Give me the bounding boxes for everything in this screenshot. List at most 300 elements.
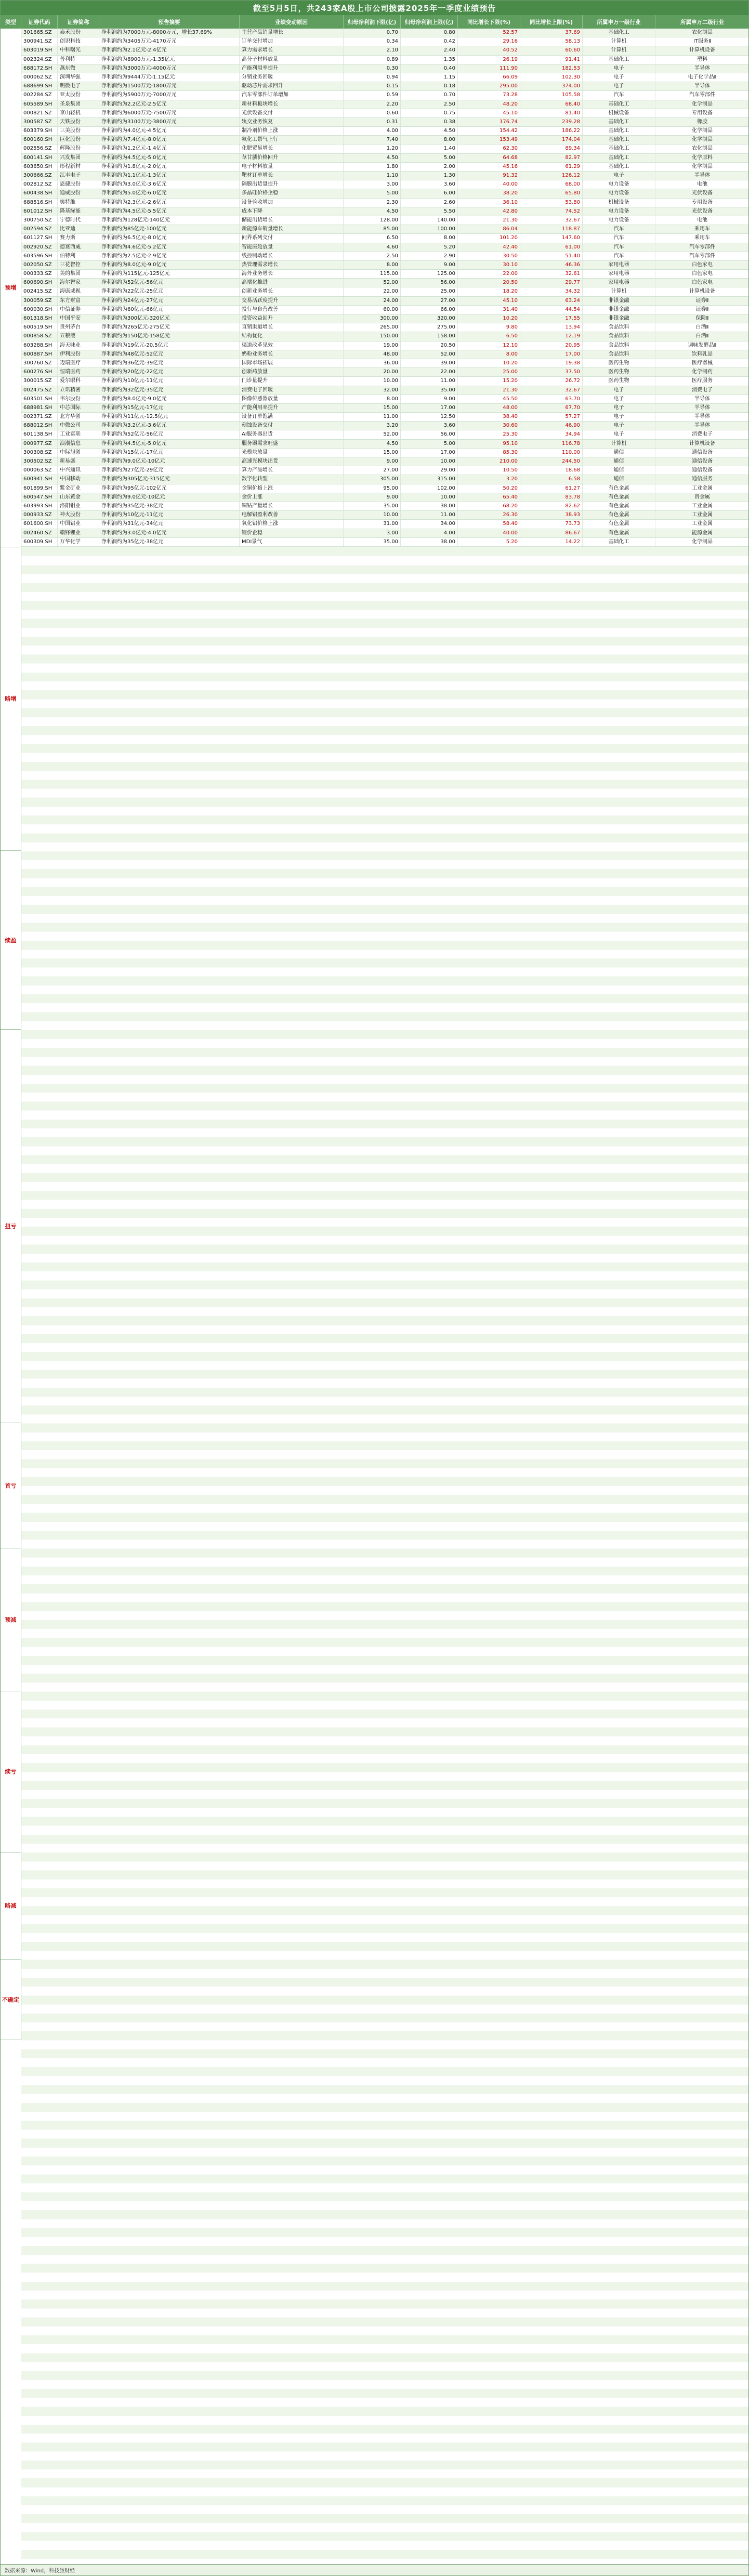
stock-code-cell: 601899.SH [21, 484, 58, 493]
growth-low-cell: 85.30 [458, 449, 520, 457]
stock-name-cell: 三美股份 [58, 127, 99, 135]
stock-name-cell: 五粮液 [58, 332, 99, 340]
stock-code-cell: 600887.SH [21, 350, 58, 359]
stock-name-cell: 迈瑞医疗 [58, 359, 99, 367]
table-row [21, 368, 748, 377]
growth-low-cell: 48.20 [458, 100, 520, 109]
industry-l2-cell: 电子化学品Ⅱ [655, 73, 748, 82]
growth-low-cell: 31.40 [458, 306, 520, 314]
data-rows [21, 29, 748, 547]
stock-code-cell: 688981.SH [21, 404, 58, 412]
growth-high-cell: 18.68 [520, 466, 583, 475]
industry-l2-cell: 光伏设备 [655, 189, 748, 198]
industry-l2-cell: 塑料 [655, 56, 748, 64]
stock-name-cell: 洛阳钼业 [58, 502, 99, 510]
forecast-summary-cell: 净利润约为1.8亿元-2.0亿元 [99, 163, 240, 171]
change-reason-cell: 线控制动增长 [240, 252, 344, 260]
table-row [21, 56, 748, 64]
growth-low-cell: 91.32 [458, 172, 520, 180]
stock-name-cell: 美的集团 [58, 270, 99, 278]
industry-l2-cell: 化学原料 [655, 154, 748, 162]
industry-l1-cell: 计算机 [583, 287, 655, 296]
table-row [21, 502, 748, 511]
change-reason-cell: 高分子材料放量 [240, 56, 344, 64]
profit-low-cell: 2.30 [344, 199, 401, 207]
column-header: 业绩变动原因 [240, 15, 344, 29]
stock-name-cell: 赣锋锂业 [58, 529, 99, 537]
stock-code-cell: 002475.SZ [21, 386, 58, 395]
change-reason-cell: 金铜价格上涨 [240, 484, 344, 493]
stock-name-cell: 宁德时代 [58, 216, 99, 225]
profit-low-cell: 52.00 [344, 279, 401, 287]
forecast-summary-cell: 净利润约为3405万元-4170万元 [99, 37, 240, 46]
growth-low-cell: 153.49 [458, 136, 520, 144]
change-reason-cell: 设备订单饱满 [240, 413, 344, 421]
change-reason-cell: 门诊量提升 [240, 377, 344, 385]
forecast-summary-cell: 净利润约为52亿元-56亿元 [99, 279, 240, 287]
forecast-summary-cell: 净利润约为35亿元-38亿元 [99, 538, 240, 546]
industry-l2-cell: 半导体 [655, 413, 748, 421]
industry-l2-cell: 证券Ⅱ [655, 297, 748, 305]
forecast-summary-cell: 净利润约为3.0亿元-3.6亿元 [99, 180, 240, 189]
forecast-summary-cell: 净利润约为5.0亿元-6.0亿元 [99, 189, 240, 198]
profit-low-cell: 35.00 [344, 538, 401, 546]
stock-code-cell: 600690.SH [21, 279, 58, 287]
growth-high-cell: 73.73 [520, 520, 583, 528]
growth-high-cell: 110.00 [520, 449, 583, 457]
profit-low-cell: 4.50 [344, 440, 401, 448]
change-reason-cell: 多晶硅价格企稳 [240, 189, 344, 198]
table-row [21, 413, 748, 422]
growth-high-cell: 374.00 [520, 82, 583, 90]
growth-high-cell: 244.50 [520, 457, 583, 466]
stock-name-cell: 明微电子 [58, 82, 99, 90]
profit-high-cell: 17.00 [401, 404, 458, 412]
industry-l2-cell: 白酒Ⅱ [655, 332, 748, 340]
type-group-label: 续亏 [1, 1691, 21, 1852]
industry-l2-cell: 工业金属 [655, 502, 748, 510]
table-row [21, 377, 748, 386]
profit-low-cell: 115.00 [344, 270, 401, 278]
growth-high-cell: 13.94 [520, 323, 583, 332]
stock-code-cell: 603379.SH [21, 127, 58, 135]
industry-l1-cell: 电子 [583, 430, 655, 439]
growth-low-cell: 176.74 [458, 118, 520, 126]
forecast-summary-cell: 净利润约为36亿元-39亿元 [99, 359, 240, 367]
industry-l1-cell: 电力设备 [583, 207, 655, 216]
stock-name-cell: 江丰电子 [58, 172, 99, 180]
change-reason-cell: 订单交付增加 [240, 37, 344, 46]
growth-low-cell: 9.80 [458, 323, 520, 332]
industry-l1-cell: 基础化工 [583, 127, 655, 135]
profit-high-cell: 1.35 [401, 56, 458, 64]
profit-low-cell: 4.00 [344, 127, 401, 135]
change-reason-cell: 轨交业务恢复 [240, 118, 344, 126]
industry-l1-cell: 通信 [583, 457, 655, 466]
forecast-summary-cell: 净利润约为11亿元-12.5亿元 [99, 413, 240, 421]
table-row [21, 529, 748, 538]
profit-high-cell: 11.00 [401, 511, 458, 519]
table-row [21, 386, 748, 395]
industry-l1-cell: 基础化工 [583, 29, 655, 37]
industry-l2-cell: 通信设备 [655, 449, 748, 457]
industry-l2-cell: 医疗器械 [655, 359, 748, 367]
forecast-summary-cell: 净利润约为7000万元-8000万元，增长37.69% [99, 29, 240, 37]
type-group-label: 不确定 [1, 1960, 21, 2040]
table-row [21, 279, 748, 287]
growth-high-cell: 91.41 [520, 56, 583, 64]
stock-name-cell: 神火股份 [58, 511, 99, 519]
table-row [21, 440, 748, 449]
growth-high-cell: 57.27 [520, 413, 583, 421]
growth-high-cell: 68.40 [520, 100, 583, 109]
industry-l2-cell: 工业金属 [655, 511, 748, 519]
change-reason-cell: 产能利用率提升 [240, 64, 344, 73]
profit-high-cell: 3.60 [401, 180, 458, 189]
column-header: 证券代码 [21, 15, 58, 29]
growth-low-cell: 3.20 [458, 475, 520, 483]
profit-low-cell: 27.00 [344, 466, 401, 475]
stock-name-cell: 圣泉集团 [58, 100, 99, 109]
industry-l1-cell: 通信 [583, 449, 655, 457]
stock-code-cell: 603019.SH [21, 46, 58, 55]
table-row [21, 359, 748, 368]
profit-low-cell: 35.00 [344, 502, 401, 510]
growth-low-cell: 20.50 [458, 279, 520, 287]
growth-low-cell: 25.30 [458, 430, 520, 439]
growth-high-cell: 182.53 [520, 64, 583, 73]
change-reason-cell: 算力需求增长 [240, 46, 344, 55]
industry-l2-cell: 证券Ⅱ [655, 306, 748, 314]
profit-high-cell: 2.50 [401, 100, 458, 109]
change-reason-cell: 产能利用率提升 [240, 404, 344, 412]
stock-name-cell: 中科曙光 [58, 46, 99, 55]
growth-high-cell: 44.54 [520, 306, 583, 314]
stock-name-cell: 中芯国际 [58, 404, 99, 412]
stock-code-cell: 002460.SZ [21, 529, 58, 537]
table-row [21, 37, 748, 46]
profit-high-cell: 56.00 [401, 279, 458, 287]
industry-l1-cell: 电子 [583, 82, 655, 90]
industry-l1-cell: 家用电器 [583, 261, 655, 269]
profit-low-cell: 6.50 [344, 234, 401, 242]
change-reason-cell: 光模块放量 [240, 449, 344, 457]
forecast-summary-cell: 净利润约为35亿元-38亿元 [99, 502, 240, 510]
forecast-summary-cell: 净利润约为305亿元-315亿元 [99, 475, 240, 483]
stock-code-cell: 300587.SZ [21, 118, 58, 126]
stock-name-cell: 巨化股份 [58, 136, 99, 144]
profit-low-cell: 4.60 [344, 243, 401, 252]
profit-low-cell: 4.50 [344, 207, 401, 216]
stock-code-cell: 002284.SZ [21, 91, 58, 99]
industry-l1-cell: 电子 [583, 413, 655, 421]
profit-high-cell: 4.50 [401, 127, 458, 135]
profit-low-cell: 3.20 [344, 422, 401, 430]
profit-high-cell: 9.00 [401, 395, 458, 403]
industry-l1-cell: 基础化工 [583, 136, 655, 144]
table-row [21, 207, 748, 216]
table-row [21, 287, 748, 296]
profit-low-cell: 0.30 [344, 64, 401, 73]
industry-l2-cell: 工业金属 [655, 520, 748, 528]
growth-high-cell: 67.70 [520, 404, 583, 412]
stock-name-cell: 创识科技 [58, 37, 99, 46]
table-row [21, 332, 748, 341]
forecast-summary-cell: 净利润约为8.0亿元-9.0亿元 [99, 395, 240, 403]
table-row [21, 64, 748, 73]
profit-low-cell: 0.34 [344, 37, 401, 46]
growth-low-cell: 38.20 [458, 189, 520, 198]
profit-high-cell: 0.40 [401, 64, 458, 73]
change-reason-cell: 高端化推进 [240, 279, 344, 287]
forecast-summary-cell: 净利润约为31亿元-34亿元 [99, 520, 240, 528]
profit-low-cell: 0.31 [344, 118, 401, 126]
profit-low-cell: 10.00 [344, 377, 401, 385]
forecast-summary-cell: 净利润约为1500万元-1800万元 [99, 82, 240, 90]
industry-l1-cell: 基础化工 [583, 538, 655, 546]
stock-name-cell: 彤程新材 [58, 163, 99, 171]
column-header: 证券简称 [58, 15, 99, 29]
industry-l2-cell: 白色家电 [655, 261, 748, 269]
growth-low-cell: 12.10 [458, 341, 520, 350]
forecast-summary-cell: 净利润约为4.5亿元-5.0亿元 [99, 154, 240, 162]
growth-high-cell: 60.60 [520, 46, 583, 55]
profit-low-cell: 1.10 [344, 172, 401, 180]
change-reason-cell: 金价上涨 [240, 493, 344, 502]
profit-low-cell: 22.00 [344, 287, 401, 296]
profit-high-cell: 35.00 [401, 386, 458, 395]
industry-l2-cell: 专用设备 [655, 109, 748, 117]
industry-l2-cell: 通信设备 [655, 466, 748, 475]
table-row [21, 180, 748, 189]
growth-high-cell: 32.67 [520, 216, 583, 225]
table-row [21, 323, 748, 332]
change-reason-cell: 消费电子回暖 [240, 386, 344, 395]
growth-low-cell: 42.40 [458, 243, 520, 252]
table-row [21, 270, 748, 279]
forecast-summary-cell: 净利润约为3000万元-4000万元 [99, 64, 240, 73]
industry-l1-cell: 汽车 [583, 252, 655, 260]
industry-l1-cell: 通信 [583, 475, 655, 483]
type-group-label: 首亏 [1, 1423, 21, 1548]
stock-code-cell: 605589.SH [21, 100, 58, 109]
growth-high-cell: 20.95 [520, 341, 583, 350]
stock-name-cell: 燕东微 [58, 64, 99, 73]
forecast-summary-cell: 净利润约为6000万元-7500万元 [99, 109, 240, 117]
stock-code-cell: 300750.SZ [21, 216, 58, 225]
type-group-label: 续盈 [1, 851, 21, 1030]
profit-high-cell: 56.00 [401, 430, 458, 439]
table-row [21, 136, 748, 144]
growth-high-cell: 37.69 [520, 29, 583, 37]
profit-low-cell: 300.00 [344, 314, 401, 323]
profit-high-cell: 17.00 [401, 449, 458, 457]
change-reason-cell: 直销渠道增长 [240, 323, 344, 332]
industry-l1-cell: 电力设备 [583, 189, 655, 198]
forecast-summary-cell: 净利润约为2.3亿元-2.6亿元 [99, 199, 240, 207]
growth-high-cell: 61.29 [520, 163, 583, 171]
table-row [21, 163, 748, 172]
industry-l2-cell: 电池 [655, 180, 748, 189]
stock-code-cell: 600030.SH [21, 306, 58, 314]
change-reason-cell: 新材料板块增长 [240, 100, 344, 109]
industry-l2-cell: 橡胶 [655, 118, 748, 126]
change-reason-cell: 服务器需求旺盛 [240, 440, 344, 448]
change-reason-cell: 智能座舱放量 [240, 243, 344, 252]
growth-high-cell: 105.58 [520, 91, 583, 99]
stock-name-cell: 山东黄金 [58, 493, 99, 502]
profit-high-cell: 1.30 [401, 172, 458, 180]
industry-l1-cell: 有色金属 [583, 520, 655, 528]
growth-high-cell: 147.60 [520, 234, 583, 242]
profit-low-cell: 8.00 [344, 395, 401, 403]
growth-high-cell: 174.04 [520, 136, 583, 144]
table-row [21, 172, 748, 180]
industry-l2-cell: 消费电子 [655, 430, 748, 439]
industry-l1-cell: 有色金属 [583, 484, 655, 493]
table-row [21, 297, 748, 306]
table-row [21, 404, 748, 413]
table-row [21, 422, 748, 430]
table-row [21, 100, 748, 109]
table-row [21, 127, 748, 136]
industry-l2-cell: 通信服务 [655, 475, 748, 483]
stock-code-cell: 601127.SH [21, 234, 58, 242]
industry-l1-cell: 电子 [583, 73, 655, 82]
stock-code-cell: 000933.SZ [21, 511, 58, 519]
stock-code-cell: 600276.SH [21, 368, 58, 376]
industry-l1-cell: 通信 [583, 466, 655, 475]
table-row [21, 199, 748, 207]
stock-name-cell: 三花智控 [58, 261, 99, 269]
growth-low-cell: 210.00 [458, 457, 520, 466]
profit-high-cell: 0.80 [401, 29, 458, 37]
profit-high-cell: 10.00 [401, 493, 458, 502]
profit-low-cell: 1.20 [344, 144, 401, 153]
table-row [21, 82, 748, 91]
forecast-summary-cell: 净利润约为5900万元-7000万元 [99, 91, 240, 99]
industry-l2-cell: 半导体 [655, 422, 748, 430]
industry-l1-cell: 机械设备 [583, 199, 655, 207]
industry-l1-cell: 非银金融 [583, 306, 655, 314]
profit-high-cell: 2.40 [401, 46, 458, 55]
profit-high-cell: 20.50 [401, 341, 458, 350]
stock-code-cell: 300059.SZ [21, 297, 58, 305]
growth-low-cell: 42.80 [458, 207, 520, 216]
stock-code-cell: 002812.SZ [21, 180, 58, 189]
change-reason-cell: 靶材订单增长 [240, 172, 344, 180]
profit-low-cell: 11.00 [344, 413, 401, 421]
change-reason-cell: 奶粉业务增长 [240, 350, 344, 359]
profit-high-cell: 0.75 [401, 109, 458, 117]
forecast-summary-cell: 净利润约为10亿元-11亿元 [99, 377, 240, 385]
growth-high-cell: 116.78 [520, 440, 583, 448]
change-reason-cell: 设备验收增加 [240, 199, 344, 207]
change-reason-cell: 隔膜出货量提升 [240, 180, 344, 189]
column-header: 归母净利润上限(亿) [401, 15, 458, 29]
stock-code-cell: 002371.SZ [21, 413, 58, 421]
forecast-summary-cell: 净利润约为9.0亿元-10亿元 [99, 493, 240, 502]
growth-low-cell: 86.04 [458, 225, 520, 233]
industry-l2-cell: 白色家电 [655, 279, 748, 287]
industry-l2-cell: 贵金属 [655, 493, 748, 502]
stock-code-cell: 688172.SH [21, 64, 58, 73]
growth-high-cell: 19.38 [520, 359, 583, 367]
growth-high-cell: 82.62 [520, 502, 583, 510]
growth-high-cell: 74.52 [520, 207, 583, 216]
forecast-summary-cell: 净利润约为4.0亿元-4.5亿元 [99, 127, 240, 135]
industry-l1-cell: 计算机 [583, 37, 655, 46]
profit-low-cell: 0.89 [344, 56, 401, 64]
stock-code-cell: 301665.SZ [21, 29, 58, 37]
forecast-summary-cell: 净利润约为52亿元-56亿元 [99, 430, 240, 439]
growth-high-cell: 6.58 [520, 475, 583, 483]
change-reason-cell: 交易活跃度提升 [240, 297, 344, 305]
stock-name-cell: 东方财富 [58, 297, 99, 305]
industry-l2-cell: 汽车零部件 [655, 252, 748, 260]
industry-l2-cell: 电池 [655, 216, 748, 225]
growth-low-cell: 95.10 [458, 440, 520, 448]
stock-code-cell: 600160.SH [21, 136, 58, 144]
growth-low-cell: 36.10 [458, 199, 520, 207]
profit-low-cell: 1.80 [344, 163, 401, 171]
profit-low-cell: 36.00 [344, 359, 401, 367]
stock-code-cell: 603596.SH [21, 252, 58, 260]
table-row [21, 109, 748, 118]
growth-low-cell: 25.00 [458, 368, 520, 376]
change-reason-cell: 渠道改革见效 [240, 341, 344, 350]
column-header: 同比增长上限(%) [520, 15, 583, 29]
stock-name-cell: 韦尔股份 [58, 395, 99, 403]
change-reason-cell: 国际市场拓展 [240, 359, 344, 367]
profit-high-cell: 6.00 [401, 189, 458, 198]
profit-high-cell: 5.00 [401, 154, 458, 162]
industry-l1-cell: 电子 [583, 422, 655, 430]
profit-high-cell: 0.70 [401, 91, 458, 99]
profit-low-cell: 9.00 [344, 493, 401, 502]
column-header: 类型 [1, 15, 21, 29]
change-reason-cell: 驱动芯片需求回升 [240, 82, 344, 90]
profit-low-cell: 2.10 [344, 46, 401, 55]
growth-low-cell: 68.20 [458, 502, 520, 510]
profit-low-cell: 150.00 [344, 332, 401, 340]
forecast-summary-cell: 净利润约为15亿元-17亿元 [99, 449, 240, 457]
table-row [21, 225, 748, 234]
stock-name-cell: 海天味业 [58, 341, 99, 350]
stock-name-cell: 赛力斯 [58, 234, 99, 242]
industry-l2-cell: 半导体 [655, 172, 748, 180]
profit-low-cell: 2.50 [344, 252, 401, 260]
stock-code-cell: 000063.SZ [21, 466, 58, 475]
profit-high-cell: 5.50 [401, 207, 458, 216]
profit-high-cell: 66.00 [401, 306, 458, 314]
industry-l1-cell: 有色金属 [583, 511, 655, 519]
growth-low-cell: 45.10 [458, 109, 520, 117]
profit-high-cell: 3.60 [401, 422, 458, 430]
profit-high-cell: 2.90 [401, 252, 458, 260]
industry-l1-cell: 基础化工 [583, 56, 655, 64]
industry-l1-cell: 机械设备 [583, 109, 655, 117]
change-reason-cell: 主营产品销量增长 [240, 29, 344, 37]
industry-l2-cell: 医疗服务 [655, 377, 748, 385]
growth-high-cell: 46.36 [520, 261, 583, 269]
stock-code-cell: 601318.SH [21, 314, 58, 323]
change-reason-cell: 铜钴产量增长 [240, 502, 344, 510]
profit-low-cell: 10.00 [344, 511, 401, 519]
growth-high-cell: 83.78 [520, 493, 583, 502]
stock-code-cell: 603993.SH [21, 502, 58, 510]
industry-l2-cell: 饮料乳品 [655, 350, 748, 359]
